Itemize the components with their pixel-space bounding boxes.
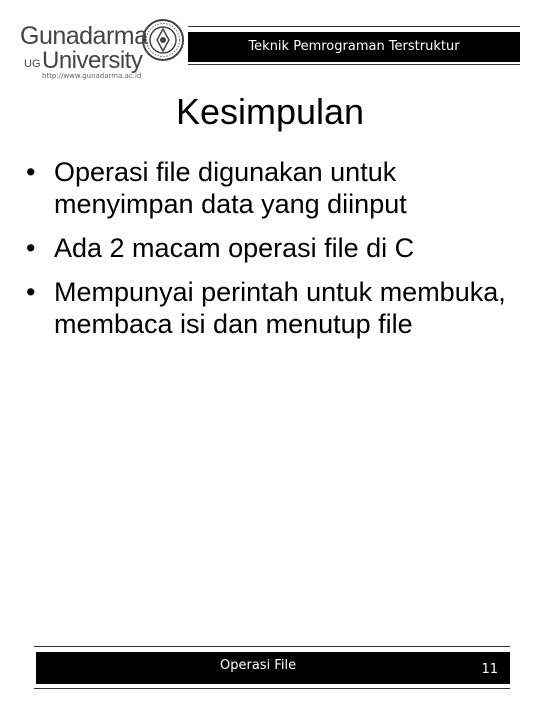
bullet-item xyxy=(26,232,526,264)
bullet-list xyxy=(26,156,526,352)
logo-prefix: UG xyxy=(24,58,41,70)
bullet-dot-icon: • xyxy=(26,157,36,187)
logo-url: http://www.gunadarma.ac.id xyxy=(42,72,142,80)
bullet-text: Operasi file digunakan untuk menyimpan data yang diinput xyxy=(54,157,407,219)
header-bar xyxy=(188,32,520,62)
bullet-item xyxy=(26,156,526,220)
course-title: Teknik Pemrograman Terstruktur xyxy=(248,39,460,54)
university-logo xyxy=(14,16,184,84)
university-seal-icon xyxy=(141,18,185,62)
bullet-text: Ada 2 macam operasi file di C xyxy=(54,233,415,263)
logo-name-line1: Gunadarma xyxy=(20,22,148,50)
logo-name-line2: University xyxy=(42,47,143,74)
footer-top-rule xyxy=(34,646,510,647)
bullet-text: Mempunyai perintah untuk membuka, membaca isi dan menutup file xyxy=(54,277,506,339)
footer-bar xyxy=(36,652,510,684)
header-bottom-rule xyxy=(188,64,520,65)
bullet-dot-icon: • xyxy=(26,233,36,263)
header-top-rule xyxy=(188,26,520,27)
slide-title: Kesimpulan xyxy=(175,91,365,132)
bullet-dot-icon: • xyxy=(26,277,36,307)
page-number: 11 xyxy=(481,662,498,677)
footer-bottom-rule xyxy=(34,688,510,689)
footer-topic: Operasi File xyxy=(220,658,297,673)
bullet-item xyxy=(26,276,526,340)
